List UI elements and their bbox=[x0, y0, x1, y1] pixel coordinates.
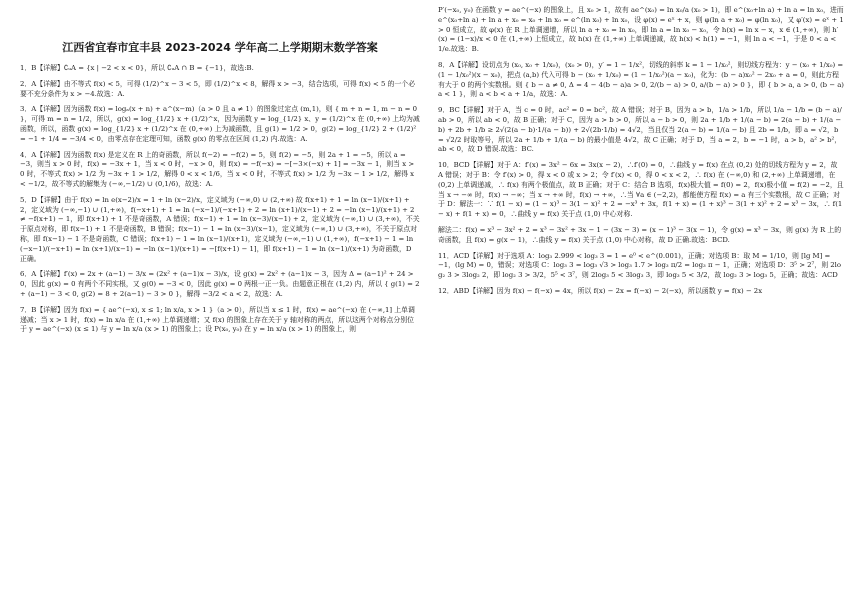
answer-3: 3．A【详解】因为函数 f(x) = logₐ(x + n) + a^(x−m)（a > 0 且 a ≠ 1）的图象过定点 (m,1)，则 { m + n = 1, m − n = 0 }，可得 m = n = 1/2，所以，g(x) = log_{1/2} x + (1/2)^x，因为函数 y = log_{1/2} x、y = (1/2)^x 在 (0,+∞) 上均为减函数，所以，函数 g(x) = log_{1/2} x + (1/2)^x 在 (0,+∞) 上为减函数，且 g(1) = 1/2 > 0，g(2) = log_{1/2} 2 + (1/2)² = −1 + 1/4 = −3/4 < 0，由零点存在定理可知，函数 g(x) 的零点在区间 (1,2) 内.故选：A. bbox=[20, 105, 420, 143]
answer-1: 1．B【详解】∁ᵤA = {x | −2 < x < 0}，所以 ∁ᵤA ∩ B = {−1}，故选:B. bbox=[20, 64, 254, 72]
answer-6: 6．A【详解】f′(x) = 2x + (a−1) − 3/x = (2x² + (a−1)x − 3)/x，设 g(x) = 2x² + (a−1)x − 3，因为 Δ = (a−1)² + 24 > 0，因此 g(x) = 0 有两个不同实根，又 g(0) = −3 < 0，因此 g(x) = 0 两根一正一负。由题意正根在 (1,2) 内，所以 { g(1) = 2 + (a−1) − 3 < 0, g(2) = 8 + 2(a−1) − 3 > 0 }，解得 −3/2 < a < 2，故选：A. bbox=[20, 270, 420, 298]
answer-8: 8．A【详解】设切点为 (x₀, x₀ + 1/x₀)，(x₀ > 0)，y′ = 1 − 1/x²，切线的斜率 k = 1 − 1/x₀²，则切线方程为：y − (x₀ + 1/x₀) = (1 − 1/x₀²)(x − x₀)，把点 (a,b) 代入可得 b − (x₀ + 1/x₀) = (1 − 1/x₀²)(a − x₀)，化为：(b − a)x₀² − 2x₀ + a = 0，则此方程有大于 0 的两个实数根。则 { b − a ≠ 0, Δ = 4 − 4(b − a)a > 0, 2/(b − a) > 0, a/(b − a) > 0 }，即 { b > a, a > 0, (b − a)a < 1 }，则 a < b < a + 1/a，故选：A. bbox=[438, 60, 844, 99]
answer-7: 7．B【详解】因为 f(x) = { ae^(−x), x ≤ 1; ln x/a, x > 1 }（a > 0），所以当 x ≤ 1 时，f(x) = ae^(−x) 在 (−∞,1] 上单调递减；当 x > 1 时，f(x) = ln x/a 在 (1,+∞) 上单调递增；又 f(x) 的图象上存在关于 y 轴对称的两点，所以这两个对称点分别位于 y = ae^(−x) (x ≤ 1) 与 y = ln x/a (x > 1) 的图象上；设 P(x₀, y₀) 在 y = ln x/a (x > 1) 的图象上，则 bbox=[20, 305, 415, 334]
answer-5: 5．D【详解】由于 f(x) = ln e(x−2)/x = 1 + ln (x−2)/x，定义域为 (−∞,0) ∪ (2,+∞) 故 f(x+1) + 1 = ln (x−1)/(x+1) + 2，定义域为 (−∞,−1) ∪ (1,+∞)，f(−x+1) + 1 = ln (−x−1)/(−x+1) + 2 = ln (x+1)/(x−1) + 2 = −ln (x−1)/(x+1) + 2 ≠ −f(x+1) − 1，即 f(x+1) + 1 不是奇函数，A 错误；f(x−1) + 1 = ln (x−3)/(x−1) + 2，定义域为 (−∞,1) ∪ (3,+∞)，不关于原点对称，即 f(x−1) + 1 不是奇函数，B 错误；f(x−1) − 1 = ln (x−3)/(x−1)，定义域为 (−∞,1) ∪ (3,+∞)，不关于原点对称，即 f(x−1) − 1 不是奇函数，C 错误；f(x+1) − 1 = ln (x−1)/(x+1)，定义域为 (−∞,−1) ∪ (1,+∞)，f(−x+1) − 1 = ln (−x−1)/(−x+1) = ln (x+1)/(x−1) = −ln (x−1)/(x+1) = −[f(x+1) − 1]，即 f(x+1) − 1 = ln (x−1)/(x+1) 为奇函数，D 正确。 bbox=[20, 195, 420, 263]
answer-7-continued: P′(−x₀, y₀) 在函数 y = ae^(−x) 的图象上，且 x₀ > 1，故有 ae^(x₀) = ln x₀/a (x₀ > 1)，即 e^(x₀+ln a) + ln a = ln x₀，进而 e^(x₀+ln a) + ln a + x₀ = x₀ + ln x₀ = e^(ln x₀) + ln x₀，设 φ(x) = eˣ + x，则 φ(ln a + x₀) = φ(ln x₀)，又 φ′(x) = eˣ + 1 > 0 恒成立，故 φ(x) 在 R 上单调递增，所以 ln a + x₀ = ln x₀，即 ln a = ln x₀ − x₀，令 h(x) = ln x − x，x ∈ (1,+∞)，则 h′(x) = (1−x)/x < 0 在 (1,+∞) 上恒成立，故 h(x) 在 (1,+∞) 上单调递减，故 h(x) < h(1) = −1，则 ln a < −1，于是 0 < a < 1/e.故选：B. bbox=[438, 6, 844, 54]
answer-10: 10．BCD【详解】对于 A：f′(x) = 3x² − 6x = 3x(x − 2)，∴f′(0) = 0，∴曲线 y = f(x) 在点 (0,2) 处的切线方程为 y = 2，故 A 错误；对于 B：令 f′(x) > 0，得 x < 0 或 x > 2；令 f′(x) < 0，得 0 < x < 2，∴ f(x) 在 (−∞,0) 和 (2,+∞) 上单调递增，在 (0,2) 上单调递减，∴ f(x) 有两个极值点，故 B 正确；对于 C：结合 B 选项，f(x)极大值 = f(0) = 2，f(x)极小值 = f(2) = −2，且当 x → −∞ 时，f(x) → −∞；当 x → +∞ 时，f(x) → +∞，∴当 ∀a ∈ (−2,2)，都能使方程 f(x) = a 有三个实数根，故 C 正确；对于 D：解法一：∵ f(1 − x) = (1 − x)³ − 3(1 − x)² + 2 = −x³ + 3x，f(1 + x) = (1 + x)³ − 3(1 + x)² + 2 = x³ − 3x，∴ f(1 − x) + f(1 + x) = 0，∴曲线 y = f(x) 关于点 (1,0) 中心对称. bbox=[438, 161, 844, 219]
left-column bbox=[20, 64, 420, 341]
answer-11: 11．ACD【详解】对于选项 A：log₃ 2.999 < log₃ 3 = 1 = e⁰ < e^(0.001)，正确；对选项 B：取 M = 1/10，则 [lg M] = −1，(lg M) = 0，错误；对选项 C：log₃ 3 = log₃ √3 > log₃ 1.7 > log₃ π/2 = log₃ π − 1，正确；对选项 D：3⁵ > 2⁷，则 2log₂ 3 > 3log₂ 2，即 log₂ 3 > 3/2，5⁵ < 3⁷，则 2log₃ 5 < 3log₃ 3，即 log₃ 5 < 3/2，故 log₂ 3 > log₃ 5，正确；故选：ACD bbox=[438, 251, 842, 280]
answer-12: 12．ABD【详解】因为 f(x) − f(−x) = 4x，所以 f(x) − 2x = f(−x) − 2(−x)，所以函数 y = f(x) − 2x bbox=[438, 286, 763, 295]
answer-10-method-2: 解法二：f(x) = x³ − 3x² + 2 = x³ − 3x² + 3x − 1 − (3x − 3) = (x − 1)³ − 3(x − 1)，令 g(x) = x³ − 3x，则 g(x) 为 R 上的奇函数，且 f(x) = g(x − 1)，∴曲线 y = f(x) 关于点 (1,0) 中心对称，故 D 正确.故选：BCD. bbox=[438, 225, 842, 244]
answer-4: 4．A【详解】因为函数 f(x) 是定义在 R 上的奇函数，所以 f(−2) = −f(2) = 5，则 f(2) = −5，则 2a + 1 = −5，所以 a = −3，则当 x > 0 时，f(x) = −3x + 1，当 x < 0 时，−x > 0，则 f(x) = −f(−x) = −[−3×(−x) + 1] = −3x − 1，则当 x > 0 时，不等式 f(x) > 1/2 为 −3x + 1 > 1/2，解得 0 < x < 1/6，当 x < 0 时，不等式 f(x) > 1/2 为 −3x − 1 > 1/2，解得 x < −1/2，故不等式的解集为 (−∞,−1/2) ∪ (0,1/6)，故选：A. bbox=[20, 150, 415, 188]
right-column bbox=[438, 6, 844, 303]
answer-9: 9．BC【详解】对于 A，当 c = 0 时，ac² = 0 = bc²，故 A 错误；对于 B，因为 a > b，1/a > 1/b，所以 1/a − 1/b = (b − a)/ab > 0，所以 ab < 0，故 B 正确；对于 C，因为 a > b > 0，所以 a − b > 0，则 2a + 1/b + 1/(a − b) = 2(a − b) + 1/(a − b) + 2b + 1/b ≥ 2√(2(a − b)·1/(a − b)) + 2√(2b·1/b) = 4√2，当且仅当 2(a − b) = 1/(a − b) 且 2b = 1/b，即 a = √2，b = √2/2 时取等号，所以 2a + 1/b + 1/(a − b) 的最小值是 4√2，故 C 正确；对于 D，当 a = 2，b = −1 时，a > b，a² > b²，ab < 0，故 D 错误.故选：BC. bbox=[438, 106, 842, 154]
answer-2: 2．A【详解】由不等式 f(x) < 5，可得 (1/2)^x − 3 < 5，即 (1/2)^x < 8，解得 x > −3，结合选项，可得 f(x) < 5 的一个必要不充分条件为 x > −4.故选：A. bbox=[20, 79, 416, 98]
document-title: 江西省宜春市宜丰县 2023-2024 学年高二上学期期末数学答案 bbox=[62, 41, 378, 54]
